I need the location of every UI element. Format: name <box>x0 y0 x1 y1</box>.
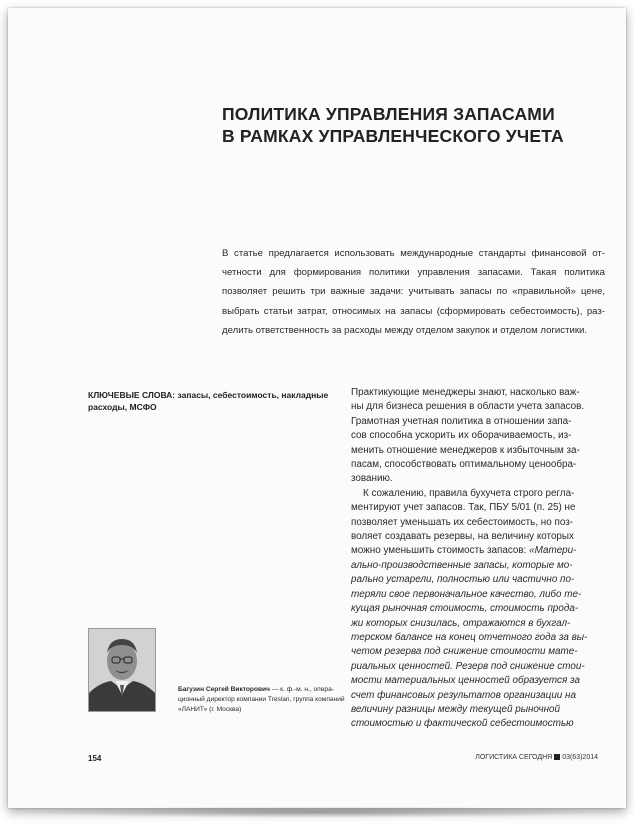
body-line: ментируют учет запасов. Так, ПБУ 5/01 (п. 25) не <box>351 502 576 514</box>
article-body <box>351 386 603 732</box>
body-line: менить отношение менеджеров к избыточным за- <box>351 444 580 456</box>
body-text: можно уменьшить стоимость запасов: <box>351 545 530 557</box>
abstract-line: выбрать статьи затрат, относимых на запасы (сформировать себестоимость), раз- <box>222 305 605 317</box>
author-photo <box>88 628 156 712</box>
author-line-1 <box>178 685 338 695</box>
quote-line: ально-производственные запасы, которые мо- <box>351 559 573 571</box>
body-line: ны для бизнеса решения в области учета запасов. <box>351 401 585 413</box>
body-line: воляет создавать резервы, на величину которых <box>351 531 574 543</box>
title-line-2: В РАМКАХ УПРАВЛЕНЧЕСКОГО УЧЕТА <box>222 126 564 146</box>
body-line: Грамотная учетная политика в отношении запа- <box>351 415 572 427</box>
body-line: позволяет уменьшать их себестоимость, но поз- <box>351 516 574 528</box>
quote-line: кущая рыночная стоимость, стоимость прода- <box>351 603 579 615</box>
abstract-line: В статье предлагается использовать международные стандарты финансовой от- <box>222 248 605 259</box>
quote-line: терском балансе на конец отчетного года за вы- <box>351 631 588 643</box>
square-icon <box>554 754 560 760</box>
article-title <box>222 103 602 147</box>
quote-line: величину разницы между текущей рыночной <box>351 703 561 715</box>
author-desc: — к. ф.-м. н., опера- <box>269 686 334 693</box>
body-line: сов способна ускорить их оборачиваемость, из- <box>351 430 572 442</box>
quote-line: жи которых снизилась, отражаются в бухгал- <box>351 617 571 629</box>
journal-issue: 03(63)2014 <box>562 754 598 761</box>
quote-line: стоимостью и фактической себестоимостью <box>351 718 574 730</box>
journal-name: ЛОГИСТИКА СЕГОДНЯ <box>475 754 553 761</box>
body-line-mixed <box>351 544 603 558</box>
author-line-3: «ЛАНИТ» (г. Москва) <box>178 706 242 713</box>
author-info <box>178 685 345 715</box>
body-line: пасам, способствовать оптимальному ценообра- <box>351 459 577 471</box>
keywords-line: расходы, МСФО <box>88 402 157 412</box>
quote-line: рально устарели, полностью или частично по- <box>351 574 575 586</box>
body-line: зованию. <box>351 473 393 485</box>
quote-start: «Матери- <box>529 545 577 557</box>
page-number: 154 <box>88 754 102 763</box>
article-abstract <box>222 244 605 340</box>
page-shadow <box>18 806 616 818</box>
abstract-line: четности для формирования политики управления запасами. Такая политика <box>222 267 605 279</box>
body-line: Практикующие менеджеры знают, насколько важ- <box>351 387 580 398</box>
body-line: К сожалению, правила бухучета строго регла- <box>363 487 575 499</box>
journal-footer <box>448 754 598 761</box>
keywords-line: КЛЮЧЕВЫЕ СЛОВА: запасы, себестоимость, накладные <box>88 390 329 400</box>
author-portrait-icon <box>89 629 155 711</box>
quote-line: теряли свое первоначальное качество, либо те- <box>351 588 582 600</box>
author-name: Багузин Сергей Викторович <box>178 686 270 693</box>
quote-line: счет финансовых результатов организации на <box>351 689 576 701</box>
quote-line: мости материальных ценностей образуется за <box>351 675 580 687</box>
title-line-1: ПОЛИТИКА УПРАВЛЕНИЯ ЗАПАСАМИ <box>222 104 555 124</box>
keywords <box>88 389 329 413</box>
journal-page <box>8 8 626 808</box>
quote-line: четом резерва под снижение стоимости мате- <box>351 646 578 658</box>
quote-line: риальных ценностей. Резерв под снижение стои- <box>351 660 585 672</box>
abstract-line: делить ответственность за расходы между отделом закупок и отделом логистики. <box>222 324 588 336</box>
abstract-line: позволяет решить три важные задачи: учитывать запасы по «правильной» цене, <box>222 286 605 298</box>
author-line-2: ционный директор компании Treslan, группа компаний <box>178 696 345 703</box>
